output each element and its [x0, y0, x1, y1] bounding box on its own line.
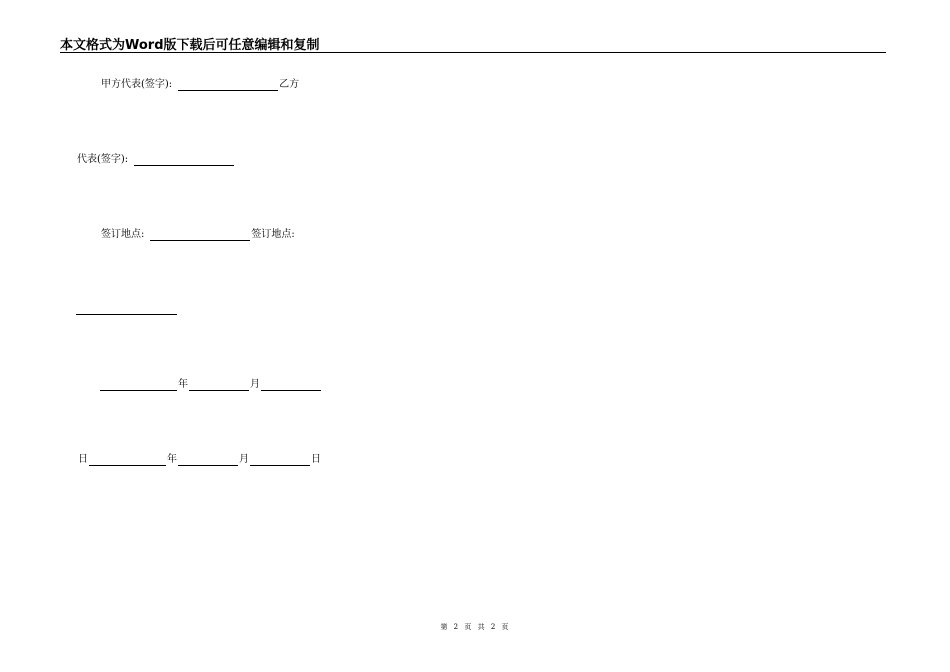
date-line-b — [78, 454, 321, 466]
party-b-signature-blank[interactable] — [134, 155, 234, 166]
document-header-title: 本文格式为Word版下载后可任意编辑和复制 — [60, 38, 320, 53]
month-label-a: 月 — [250, 379, 260, 390]
month-blank-b[interactable] — [178, 455, 238, 466]
signing-place-blank-b[interactable] — [76, 304, 177, 315]
party-b-rep-label: 代表(签字): — [77, 154, 129, 165]
month-label-b: 月 — [239, 454, 249, 465]
year-blank-b[interactable] — [89, 455, 166, 466]
page-number-footer — [0, 622, 950, 632]
day-label-b: 日 — [311, 454, 321, 465]
party-b-signature-line — [77, 154, 235, 166]
footer-page-total: 2 — [490, 623, 497, 631]
footer-total-word: 页 — [501, 623, 510, 631]
signing-place-label-b: 签订地点: — [251, 229, 295, 240]
signing-place-blank-a[interactable] — [150, 230, 250, 241]
signing-place-continuation-line — [76, 304, 178, 315]
footer-page-current: 2 — [453, 623, 460, 631]
party-a-rep-label: 甲方代表(签字): — [101, 79, 173, 90]
party-a-signature-blank[interactable] — [178, 80, 278, 91]
party-a-signature-line — [101, 79, 299, 91]
date-line-a — [100, 379, 322, 391]
header-divider — [60, 52, 886, 53]
day-label-a: 日 — [78, 454, 88, 465]
footer-total-prefix: 共 — [477, 623, 486, 631]
footer-page-prefix: 第 — [440, 623, 449, 631]
signing-place-line — [101, 229, 295, 241]
month-blank-a[interactable] — [189, 380, 249, 391]
year-blank-a[interactable] — [100, 380, 177, 391]
year-label-b: 年 — [167, 454, 177, 465]
party-b-label: 乙方 — [279, 79, 300, 90]
footer-page-word: 页 — [464, 623, 473, 631]
signing-place-label-a: 签订地点: — [101, 229, 145, 240]
day-blank-a[interactable] — [261, 380, 321, 391]
year-label-a: 年 — [178, 379, 188, 390]
day-blank-b[interactable] — [250, 455, 310, 466]
